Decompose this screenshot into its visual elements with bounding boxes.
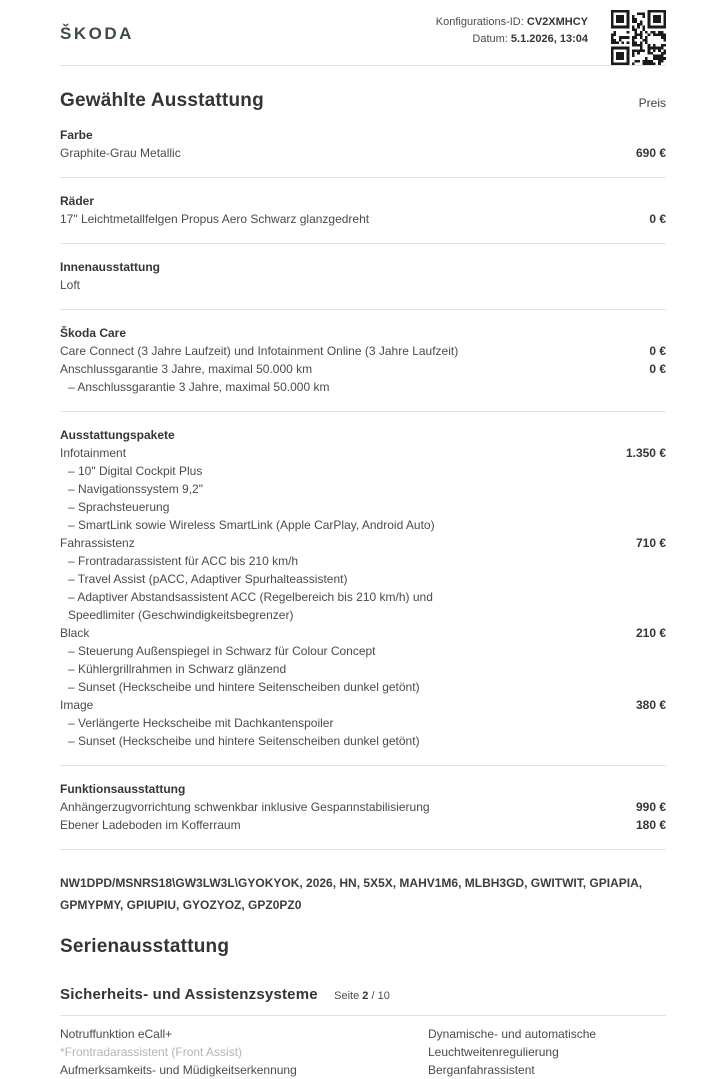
qr-code-icon <box>611 10 666 65</box>
page-total: / 10 <box>371 990 390 1002</box>
item-detail: – Frontradarassistent für ACC bis 210 km/h <box>68 554 299 568</box>
equipment-item-row <box>60 624 666 642</box>
standard-equipment-item: Aufmerksamkeits- und Müdigkeitserkennung <box>60 1063 297 1077</box>
section-label: Innenausstattung <box>60 260 161 274</box>
equipment-item-row <box>60 210 666 228</box>
equipment-item-row <box>60 816 666 834</box>
selected-equipment-header <box>60 90 666 112</box>
item-name: Care Connect (3 Jahre Laufzeit) und Infotainment Online (3 Jahre Laufzeit) <box>60 344 459 358</box>
configuration-meta <box>436 14 588 48</box>
configuration-id-label: Konfigurations-ID: <box>435 16 524 28</box>
item-price: 710 € <box>635 536 666 550</box>
standard-equipment-item: Notruffunktion eCall+ <box>60 1027 173 1041</box>
item-detail: – Sunset (Heckscheibe und hintere Seitenscheiben dunkel getönt) <box>68 680 420 694</box>
item-price: 180 € <box>635 818 666 832</box>
page-current: 2 <box>362 990 369 1002</box>
item-name: 17" Leichtmetallfelgen Propus Aero Schwarz glanzgedreht <box>60 212 370 226</box>
equipment-item-row <box>60 342 666 360</box>
standard-equipment-title: Serienausstattung <box>60 936 230 957</box>
item-name: Anhängerzugvorrichtung schwenkbar inklusive Gespannstabilisierung <box>60 800 430 814</box>
skoda-logo: ŠKODA <box>60 24 134 43</box>
item-name: Infotainment <box>60 446 127 460</box>
date-value: 5.1.2026, 13:04 <box>510 33 588 45</box>
standard-equipment-item: Dynamische- und automatische Leuchtweitenregulierung <box>428 1027 597 1059</box>
item-detail: – Adaptiver Abstandsassistent ACC (Regelbereich bis 210 km/h) und Speedlimiter (Geschwindigkeitsbegrenzer) <box>68 590 433 622</box>
item-detail: – Sprachsteuerung <box>68 500 170 514</box>
standard-equipment-list <box>60 1025 666 1079</box>
item-detail: – Navigationssystem 9,2" <box>68 482 203 496</box>
equipment-section <box>60 112 666 178</box>
section-label: Funktionsausstattung <box>60 782 186 796</box>
item-price: 0 € <box>649 362 666 376</box>
item-detail: – Kühlergrillrahmen in Schwarz glänzend <box>68 662 287 676</box>
section-label: Räder <box>60 194 95 208</box>
equipment-item-row <box>60 276 666 294</box>
page-title: Gewählte Ausstattung <box>60 90 264 111</box>
standard-equipment-left-column <box>60 1025 428 1079</box>
equipment-section <box>60 310 666 412</box>
section-label: Škoda Care <box>60 326 127 340</box>
equipment-section <box>60 412 666 766</box>
item-price: 210 € <box>635 626 666 640</box>
item-detail: – Verlängerte Heckscheibe mit Dachkantenspoiler <box>68 716 334 730</box>
subsection-divider <box>60 1015 666 1016</box>
section-label: Ausstattungspakete <box>60 428 175 442</box>
item-price: 990 € <box>635 800 666 814</box>
equipment-section <box>60 244 666 310</box>
item-name: Loft <box>60 278 81 292</box>
item-name: Ebener Ladeboden im Kofferraum <box>60 818 241 832</box>
item-detail: – Steuerung Außenspiegel in Schwarz für Colour Concept <box>68 644 376 658</box>
date-label: Datum: <box>472 33 508 45</box>
model-codes: NW1DPD/MSNRS18\GW3LW3L\GYOKYOK, 2026, HN, 5X5X, MAHV1M6, MLBH3GD, GWITWIT, GPIAPIA, GPMYPMY, GPIUPIU, GYOZYOZ, GPZ0PZ0 <box>60 876 643 912</box>
equipment-item-row <box>60 798 666 816</box>
equipment-item-row <box>60 444 666 462</box>
equipment-item-row <box>60 144 666 162</box>
header-divider <box>60 65 666 66</box>
configuration-id-value: CV2XMHCY <box>526 16 588 28</box>
item-name: Anschlussgarantie 3 Jahre, maximal 50.000 km <box>60 362 313 376</box>
page-header <box>60 0 666 66</box>
item-price: 690 € <box>635 146 666 160</box>
page-footer <box>0 990 724 1002</box>
standard-equipment-item: *Frontradarassistent (Front Assist) <box>60 1045 243 1059</box>
equipment-item-row <box>60 696 666 714</box>
item-name: Fahrassistenz <box>60 536 135 550</box>
item-name: Black <box>60 626 90 640</box>
item-detail: – Travel Assist (pACC, Adaptiver Spurhalteassistent) <box>68 572 348 586</box>
price-column-header: Preis <box>638 96 666 110</box>
item-price: 1.350 € <box>625 446 666 460</box>
configuration-id-line <box>436 14 588 31</box>
equipment-item-row <box>60 360 666 378</box>
section-label: Farbe <box>60 128 93 142</box>
item-name: Image <box>60 698 94 712</box>
item-price: 380 € <box>635 698 666 712</box>
item-detail: – 10" Digital Cockpit Plus <box>68 464 203 478</box>
item-price: 0 € <box>649 344 666 358</box>
item-detail: – SmartLink sowie Wireless SmartLink (Apple CarPlay, Android Auto) <box>68 518 435 532</box>
item-detail: – Sunset (Heckscheibe und hintere Seitenscheiben dunkel getönt) <box>68 734 420 748</box>
item-name: Graphite-Grau Metallic <box>60 146 181 160</box>
safety-systems-subtitle: Sicherheits- und Assistenzsysteme <box>60 986 318 1003</box>
item-price: 0 € <box>649 212 666 226</box>
standard-equipment-item: Berganfahrassistent <box>428 1063 535 1077</box>
item-detail: – Anschlussgarantie 3 Jahre, maximal 50.000 km <box>68 380 330 394</box>
equipment-section <box>60 178 666 244</box>
equipment-item-row <box>60 534 666 552</box>
page-prefix: Seite <box>334 990 360 1002</box>
standard-equipment-right-column <box>428 1025 666 1079</box>
equipment-sections <box>60 112 666 850</box>
equipment-section <box>60 766 666 850</box>
date-line <box>436 31 588 48</box>
